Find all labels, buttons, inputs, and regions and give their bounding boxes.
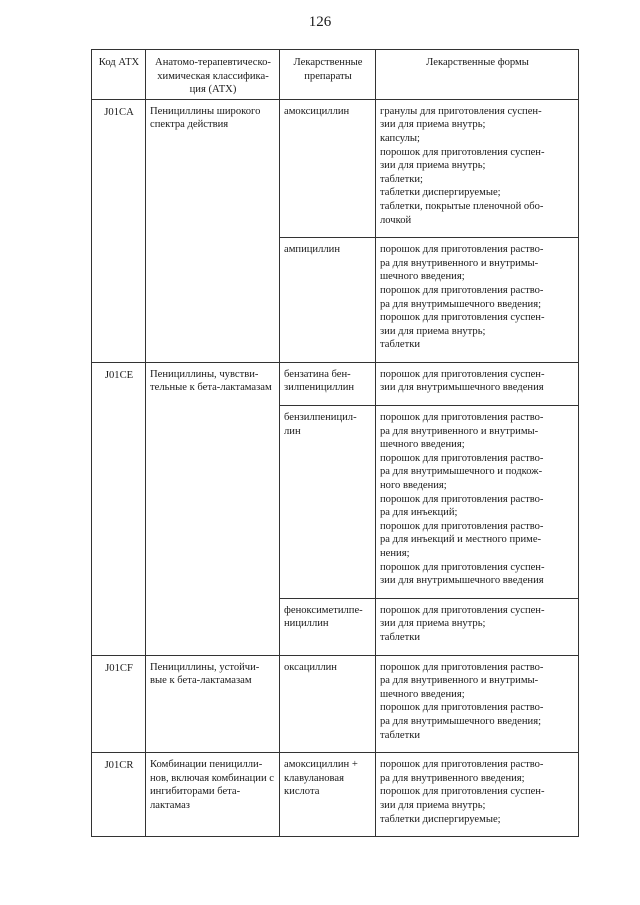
dosage-form-line: ра для внутримышечного введения; [380, 715, 542, 727]
dosage-form-line: ра для внутривенного и внутримы- [380, 675, 539, 687]
dosage-form-line: ра для внутримышечного введения; [380, 298, 542, 310]
dosage-form-line: зии для приема внутрь; [380, 160, 486, 172]
dosage-form-line: таблетки диспергируемые; [380, 187, 501, 199]
dosage-form-line: зии для приема внутрь; [380, 119, 486, 131]
atx-table [91, 49, 579, 837]
table-body [92, 99, 579, 836]
table-row [92, 753, 579, 837]
dosage-form-line: гранулы для приготовления суспен- [380, 105, 542, 117]
dosage-form-line: ра для внутривенного введения; [380, 772, 525, 784]
table-row [92, 362, 579, 405]
dosage-form-line: порошок для приготовления суспен- [380, 561, 545, 573]
drug-name-cell: оксациллин [280, 655, 376, 753]
atx-code-cell: J01CR [92, 753, 146, 837]
dosage-form-line: таблетки; [380, 173, 423, 185]
atx-classification-cell: Комбинации пеницилли-нов, включая комбинации с ингибиторами бета-лактамаз [146, 753, 280, 837]
header-classification: Анатомо-терапевтическо-химическая классифика-ция (АТХ) [146, 50, 280, 100]
header-code: Код АТХ [92, 50, 146, 100]
atx-classification-cell: Пенициллины широкого спектра действия [146, 99, 280, 362]
dosage-form-line: порошок для приготовления раство- [380, 520, 544, 532]
atx-classification-cell: Пенициллины, чувстви-тельные к бета-лактамазам [146, 362, 280, 655]
dosage-form-line: ного введения; [380, 480, 447, 492]
dosage-forms-cell [376, 753, 579, 837]
drug-name-cell: ампициллин [280, 238, 376, 363]
dosage-forms-cell [376, 598, 579, 655]
dosage-form-line: таблетки [380, 729, 421, 741]
dosage-form-line: зии для внутримышечного введения [380, 575, 544, 587]
dosage-form-line: зии для приема внутрь; [380, 618, 486, 630]
table-header-row [92, 50, 579, 100]
cell-bottom-gap [380, 588, 576, 596]
dosage-form-line: таблетки, покрытые пленочной обо- [380, 200, 544, 212]
dosage-form-line: порошок для приготовления раство- [380, 452, 544, 464]
dosage-form-line: ра для внутримышечного и подкож- [380, 466, 543, 478]
atx-classification-cell: Пенициллины, устойчи-вые к бета-лактамазам [146, 655, 280, 753]
dosage-form-line: шечного введения; [380, 688, 465, 700]
drug-name-cell: бензатина бен-зилпенициллин [280, 362, 376, 405]
dosage-form-line: порошок для приготовления раство- [380, 759, 544, 771]
drug-name-cell: феноксиметилпе-нициллин [280, 598, 376, 655]
dosage-form-line: порошок для приготовления раство- [380, 702, 544, 714]
dosage-form-line: порошок для приготовления суспен- [380, 368, 545, 380]
dosage-form-line: зии для приема внутрь; [380, 325, 486, 337]
dosage-form-line: порошок для приготовления раство- [380, 493, 544, 505]
dosage-form-line: порошок для приготовления суспен- [380, 786, 545, 798]
dosage-form-line: лочкой [380, 214, 412, 226]
atx-code-cell: J01CA [92, 99, 146, 362]
header-forms: Лекарственные формы [376, 50, 579, 100]
dosage-form-line: зии для внутримышечного введения [380, 382, 544, 394]
dosage-form-line: ра для внутривенного и внутримы- [380, 257, 539, 269]
dosage-form-line: порошок для приготовления суспен- [380, 604, 545, 616]
dosage-form-line: зии для приема внутрь; [380, 799, 486, 811]
dosage-form-line: шечного введения; [380, 271, 465, 283]
dosage-form-line: таблетки [380, 339, 421, 351]
page-number: 126 [308, 14, 332, 30]
dosage-form-line: порошок для приготовления раство- [380, 244, 544, 256]
table-row [92, 655, 579, 753]
dosage-forms-cell [376, 655, 579, 753]
dosage-form-line: ра для инъекций; [380, 507, 458, 519]
dosage-forms-cell [376, 238, 579, 363]
atx-code-cell: J01CF [92, 655, 146, 753]
dosage-forms-cell [376, 99, 579, 237]
cell-bottom-gap [380, 742, 576, 750]
cell-bottom-gap [380, 395, 576, 403]
drug-name-cell: амоксициллин + клавулановая кислота [280, 753, 376, 837]
table-row [92, 99, 579, 237]
cell-bottom-gap [380, 352, 576, 360]
dosage-forms-cell [376, 362, 579, 405]
header-drugs: Лекарственные препараты [280, 50, 376, 100]
dosage-form-line: нения; [380, 548, 410, 559]
atx-code-cell: J01CE [92, 362, 146, 655]
dosage-form-line: порошок для приготовления суспен- [380, 146, 545, 158]
dosage-form-line: порошок для приготовления раство- [380, 412, 544, 424]
dosage-form-line: шечного введения; [380, 439, 465, 451]
drug-name-cell: бензилпеницил-лин [280, 406, 376, 599]
dosage-form-line: ра для внутривенного и внутримы- [380, 425, 539, 437]
cell-bottom-gap [380, 645, 576, 653]
dosage-form-line: капсулы; [380, 132, 420, 144]
dosage-form-line: ра для инъекций и местного приме- [380, 534, 542, 546]
cell-bottom-gap [380, 227, 576, 235]
cell-bottom-gap [380, 826, 576, 834]
dosage-form-line: порошок для приготовления суспен- [380, 312, 545, 324]
dosage-form-line: порошок для приготовления раство- [380, 661, 544, 673]
dosage-form-line: порошок для приготовления раство- [380, 284, 544, 296]
drug-name-cell: амоксициллин [280, 99, 376, 237]
dosage-form-line: таблетки [380, 631, 421, 643]
dosage-forms-cell [376, 406, 579, 599]
dosage-form-line: таблетки диспергируемые; [380, 813, 501, 825]
